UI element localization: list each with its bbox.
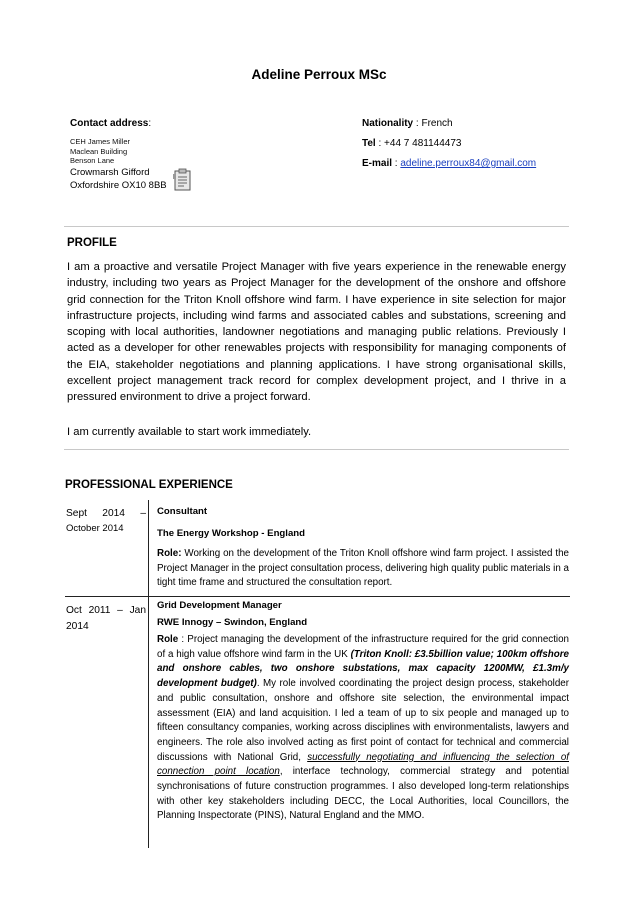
section-divider	[64, 226, 569, 227]
profile-heading: PROFILE	[67, 237, 117, 249]
nationality-label: Nationality	[362, 118, 414, 129]
contact-address-colon: :	[148, 118, 152, 129]
tel-row	[362, 138, 536, 150]
email-separator: :	[392, 158, 401, 169]
entry-2-role-label: Role	[157, 634, 179, 645]
entry-1-title: Consultant	[157, 506, 208, 517]
entry-2-role-underline: successfully negotiating and influencing the selection of connection point location	[157, 751, 569, 778]
entry-2-role	[157, 633, 569, 824]
entry-2-role-highlight: (Triton Knoll: £3.5billion value; 100km offshore and onshore cables, two onshore substations, max capacity 1200MW, £1.3m/y development budget)	[157, 648, 569, 690]
tel-label: Tel	[362, 138, 376, 149]
entry-2-role-text-b: . My role involved coordinating the project design process, stakeholder and public consultation, onshore and offshore site selection, the environmental impact assessment (EIA) and land acquisition. I led a team of up to six people and managed up to fifteen consultancy companies, working across disciplines with environmentalists, lawyers and engineers. The role also involved acting as first point of contact for technical and commercial discussions with National Grid,	[157, 678, 569, 763]
contact-address-heading	[70, 118, 167, 129]
address-line-1: CEH James Miller	[70, 137, 131, 146]
address-line-2: Maclean Building	[70, 146, 128, 156]
entry-2-role-text-c: , interface technology, commercial strategy and potential synchronisations of future construction programmes. I also developed long-term relationships with other key stakeholders including DECC, the Local Authorities, local Councillors, the Planning Inspectorate (PINS), Natural England and the MMO.	[157, 766, 570, 822]
entry-2-date-line2: 2014	[66, 621, 89, 632]
address-line-3: Benson Lane	[70, 156, 115, 165]
table-row-divider	[65, 596, 570, 597]
nationality-row	[362, 118, 536, 130]
entry-2-role-text-a: : Project managing the development of the infrastructure required for the grid connection of a high value offshore wind farm in the UK	[157, 634, 569, 660]
entry-1-date-line2: October 2014	[66, 523, 124, 534]
personal-info-block	[362, 118, 536, 170]
address-card-icon	[172, 168, 194, 192]
entry-1-role-label: Role:	[157, 548, 182, 559]
experience-heading: PROFESSIONAL EXPERIENCE	[65, 479, 233, 491]
address-line-4: Crowmarsh Gifford	[70, 166, 150, 178]
tel-value: : +44 7 481144473	[375, 138, 462, 149]
entry-2-date-line1: Oct 2011 – Jan	[66, 605, 146, 616]
entry-1-company: The Energy Workshop - England	[157, 528, 306, 539]
entry-2-company: RWE Innogy – Swindon, England	[157, 617, 308, 628]
section-divider	[64, 449, 569, 450]
entry-1-date-line1: Sept 2014 –	[66, 508, 146, 519]
email-label: E-mail	[362, 158, 393, 169]
email-row	[362, 158, 536, 170]
contact-address-block	[70, 118, 167, 192]
contact-address-label: Contact address	[70, 118, 149, 129]
email-link[interactable]: adeline.perroux84@gmail.com	[400, 158, 537, 169]
availability-text: I am currently available to start work immediately.	[67, 426, 312, 438]
entry-2-title: Grid Development Manager	[157, 600, 282, 611]
address-line-5: Oxfordshire OX10 8BB	[70, 179, 167, 191]
nationality-value: : French	[413, 118, 453, 129]
table-column-divider	[148, 500, 149, 848]
profile-text: I am a proactive and versatile Project Manager with five years experience in the renewable energy industry, including two years as Project Manager for the development of the onshore and offshore grid connection for the Triton Knoll offshore wind farm. I have experience in site selection for major infrastructure projects, including wind farms and associated cables and substations, screening and scoping with local authorities, landowner negotiations and managing public relations. Previously I acted as a developer for other renewables projects with responsibility for managing components of the EIA, stakeholder negotiations and planning applications. I have strong organisational skills, excellent project management track record for complex development project, and I thrive in a pressured environment to drive a project forward.	[67, 261, 566, 404]
entry-1-role	[157, 547, 569, 591]
page-title: Adeline Perroux MSc	[251, 67, 387, 82]
entry-1-role-text: Working on the development of the Triton Knoll offshore wind farm project. I assisted the Project Manager in the project consultation process, delivering high quality public materials in a tight time frame and structured the consultation report.	[157, 548, 569, 589]
